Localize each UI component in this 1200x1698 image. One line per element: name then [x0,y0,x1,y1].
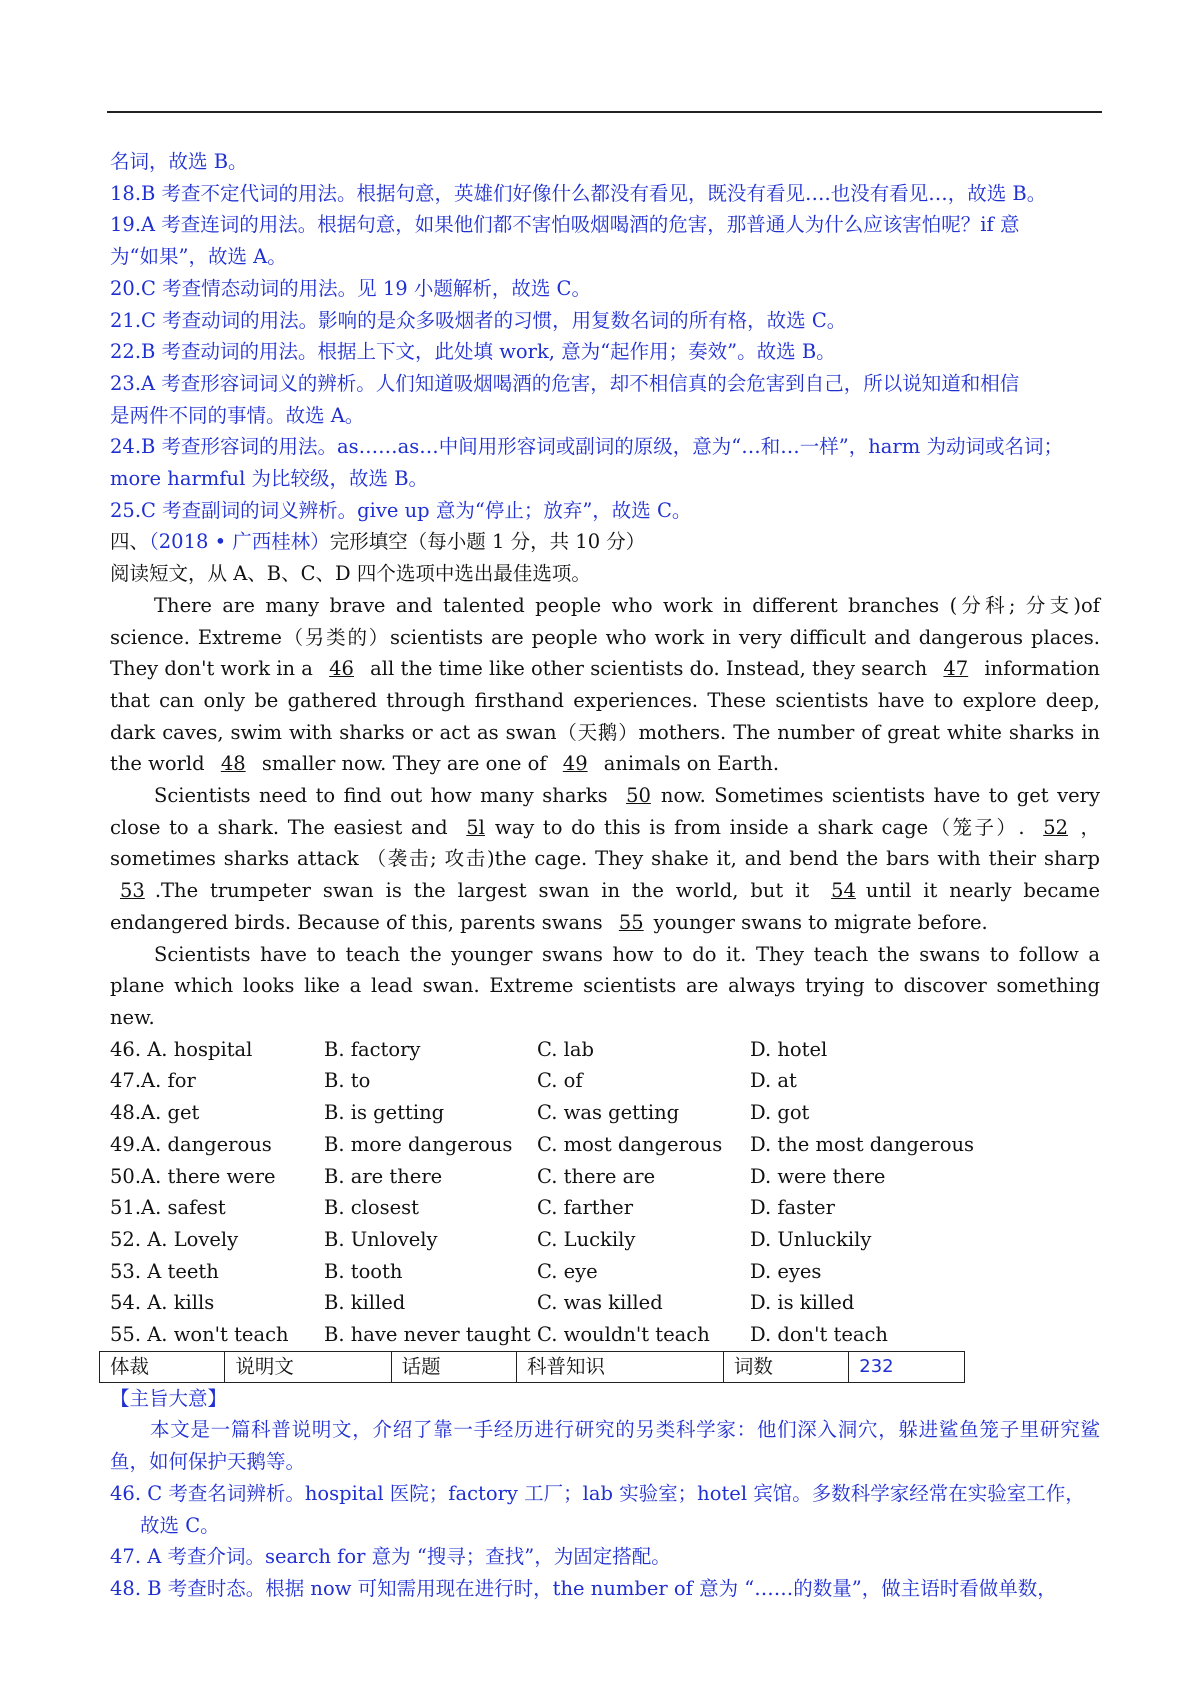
word-count-value: 232 [849,1351,965,1382]
option-b: B. factory [324,1037,421,1061]
option-row-51 [110,1192,1100,1224]
blank-49: 49 [562,752,588,776]
passage-text: .The trumpeter swan is the largest swan in the world, but it [154,879,822,903]
option-row-49 [110,1129,1100,1161]
option-d: D. the most dangerous [750,1132,975,1156]
passage-text: now. Sometimes scientists have to get very close to a shark. The easiest and [110,784,1100,839]
passage-info-table [99,1351,965,1383]
option-d: D. Unluckily [750,1227,872,1251]
genre-label: 体裁 [100,1351,225,1382]
option-row-52 [110,1224,1100,1256]
topic-label: 话题 [391,1351,516,1382]
summary-heading: 【主旨大意】 [110,1386,228,1410]
section-title: 完形填空（每小题 1 分，共 10 分） [329,530,646,554]
blank-48: 48 [220,752,246,776]
option-d: D. were there [750,1164,886,1188]
passage-text: Scientists need to find out how many sharks [154,784,617,808]
passage-text: younger swans to migrate before. [653,910,988,934]
option-row-54 [110,1287,1100,1319]
blank-51: 5l [466,815,485,839]
option-a: 49.A. dangerous [110,1132,272,1156]
answer-line: 25.C 考查副词的词义辨析。give up 意为“停止；放弃”，故选 C。 [110,498,692,522]
option-a: 52. A. Lovely [110,1227,239,1251]
answer-line: 是两件不同的事情。故选 A。 [110,403,365,427]
option-b: B. tooth [324,1259,403,1283]
passage-paragraph-1 [110,590,1100,780]
section-source: （2018 • 广西桂林） [149,530,330,554]
answer-line: 为“如果”，故选 A。 [110,245,287,269]
answer-line: 名词，故选 B。 [110,150,248,173]
option-a: 47.A. for [110,1069,196,1093]
option-b: B. killed [324,1291,406,1315]
option-d: D. hotel [750,1037,828,1061]
option-d: D. don't teach [750,1323,888,1347]
option-row-55 [110,1319,1100,1351]
answer-line: 48. B 考查时态。根据 now 可知需用现在进行时，the number of 意为 “……的数量”，做主语时看做单数， [110,1576,1057,1600]
blank-50: 50 [626,784,651,808]
option-row-50 [110,1161,1100,1193]
passage-text: until it nearly became endangered birds. Because of this, parents swans [110,879,1100,934]
blank-53: 53 [120,879,145,903]
option-a: 54. A. kills [110,1291,215,1315]
option-a: 50.A. there were [110,1164,276,1188]
passage-text: animals on Earth. [597,752,780,776]
option-b: B. to [324,1069,371,1093]
word-count-label: 词数 [723,1351,848,1382]
answer-line: 21.C 考查动词的用法。影响的是众多吸烟者的习惯，用复数名词的所有格，故选 C。 [110,308,847,332]
blank-47: 47 [943,657,969,681]
answer-line: 20.C 考查情态动词的用法。见 19 小题解析，故选 C。 [110,276,591,300]
section-number: 四、 [110,530,150,554]
option-b: B. are there [324,1164,443,1188]
answer-line: 47. A 考查介词。search for 意为 “搜寻；查找”，为固定搭配。 [110,1545,671,1569]
answer-line: 18.B 考查不定代词的用法。根据句意，英雄们好像什么都没有看见，既没有看见….也没有看见…，故选 B。 [110,181,1047,205]
option-row-53 [110,1256,1100,1288]
passage-text: smaller now. They are one of [255,752,553,776]
option-d: D. eyes [750,1259,822,1283]
answer-line: 22.B 考查动词的用法。根据上下文，此处填 work, 意为“起作用；奏效”。故选 B。 [110,340,836,364]
option-a: 55. A. won't teach [110,1323,289,1347]
answer-line: 24.B 考查形容词的用法。as……as…中间用形容词或副词的原级，意为“…和…一样”，harm 为动词或名词； [110,435,1063,459]
answer-options [110,1034,1100,1351]
blank-54: 54 [831,879,856,903]
passage-text: all the time like other scientists do. Instead, they search [363,657,934,681]
answer-explanations-top [110,146,1100,526]
passage-text: ，sometimes sharks attack （袭击; 攻击)the cage. They shake it, and bend the bars with their sharp [110,815,1100,871]
answer-line: 19.A 考查连词的用法。根据句意，如果他们都不害怕吸烟喝酒的危害，那普通人为什么应该害怕呢？if 意 [110,213,1020,237]
option-c: C. lab [537,1037,594,1061]
answer-line: more harmful 为比较级，故选 B。 [110,467,429,491]
option-a: 51.A. safest [110,1196,226,1220]
option-a: 48.A. get [110,1101,200,1125]
answer-line: 46. C 考查名词辨析。hospital 医院；factory 工厂；lab 实验室；hotel 宾馆。多数科学家经常在实验室工作，故选 C。 [110,1481,1085,1537]
section-instruction: 阅读短文，从 A、B、C、D 四个选项中选出最佳选项。 [110,562,591,586]
option-d: D. at [750,1069,797,1093]
option-c: C. Luckily [537,1227,636,1251]
option-c: C. was getting [537,1101,680,1125]
summary-text: 本文是一篇科普说明文，介绍了靠一手经历进行研究的另类科学家：他们深入洞穴，躲进鲨鱼笼子里研究鲨鱼，如何保护天鹅等。 [110,1418,1100,1474]
section-heading [110,526,1100,558]
option-b: B. have never taught [324,1323,531,1347]
option-c: C. was killed [537,1291,663,1315]
answer-explanations-bottom [110,1478,1100,1605]
option-c: C. most dangerous [537,1132,723,1156]
option-a: 53. A teeth [110,1259,219,1283]
option-b: B. is getting [324,1101,445,1125]
document-content [110,146,1100,1605]
passage-text: information that can only be gathered through firsthand experiences. These scientists have to explore deep, dark caves, swim with sharks or act as swan（天鹅）mothers. The number of great white sharks in the world [110,657,1100,776]
option-b: B. Unlovely [324,1227,438,1251]
passage-text: way to do this is from inside a shark cage（笼子）. [494,815,1034,839]
option-c: C. eye [537,1259,598,1283]
blank-46: 46 [329,657,354,681]
option-row-47 [110,1065,1100,1097]
option-row-46 [110,1034,1100,1066]
option-a: 46. A. hospital [110,1037,253,1061]
topic-value: 科普知识 [516,1351,723,1382]
answer-line: 23.A 考查形容词词义的辨析。人们知道吸烟喝酒的危害，却不相信真的会危害到自己，所以说知道和相信 [110,371,1020,395]
passage-paragraph-2 [110,780,1100,939]
option-d: D. is killed [750,1291,855,1315]
option-c: C. there are [537,1164,656,1188]
blank-55: 55 [618,910,644,934]
option-d: D. got [750,1101,810,1125]
passage-paragraph-3: Scientists have to teach the younger swans how to do it. They teach the swans to follow a plane which looks like a lead swan. Extreme scientists are always trying to discover something new. [110,942,1100,1029]
header-rule [107,111,1102,113]
option-c: C. of [537,1069,583,1093]
option-b: B. more dangerous [324,1132,513,1156]
option-d: D. faster [750,1196,835,1220]
passage-info-row [100,1351,965,1382]
option-c: C. wouldn't teach [537,1323,710,1347]
blank-52: 52 [1043,815,1069,839]
option-row-48 [110,1097,1100,1129]
genre-value: 说明文 [225,1351,391,1382]
option-c: C. farther [537,1196,634,1220]
option-b: B. closest [324,1196,420,1220]
passage-text: There are many brave and talented people who work in different branches (分科; 分支)of science. Extreme（另类的）scientists are people who work in very difficult and dangerous places. They don't work in a [110,593,1100,681]
